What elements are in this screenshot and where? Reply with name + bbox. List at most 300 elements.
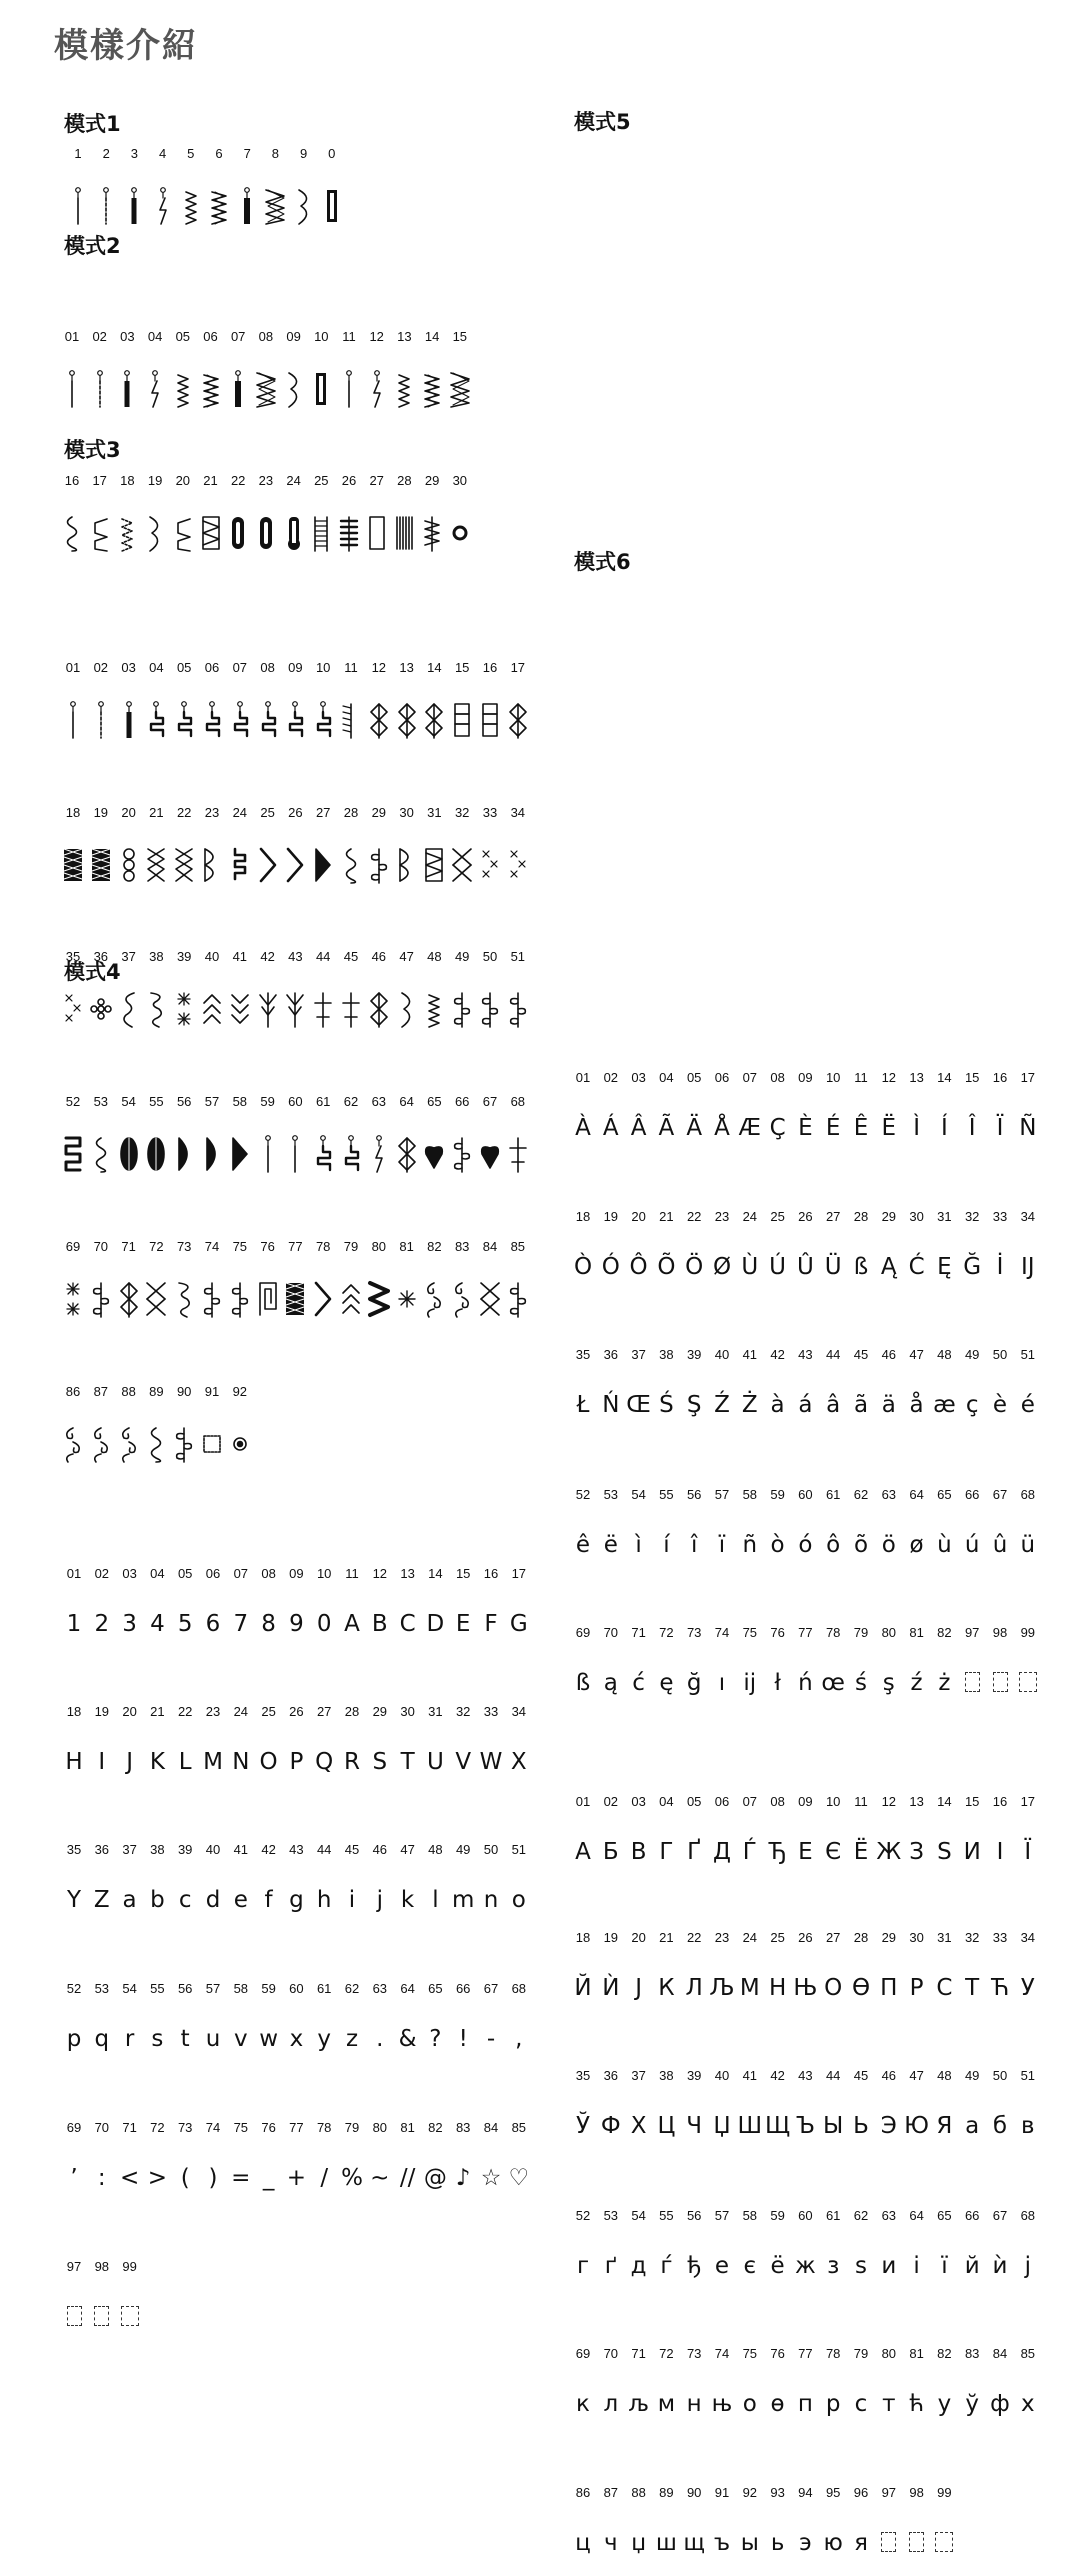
glyph-row (0, 2162, 1086, 2200)
pattern-number: 83 (455, 2120, 471, 2135)
pattern-glyph: ѝ (992, 2253, 1008, 2279)
pattern-glyph: O (259, 1749, 278, 1775)
pattern-number: 51 (1020, 1347, 1036, 1362)
pattern-number-row (0, 660, 1086, 680)
memory-box-icon (929, 2527, 959, 2559)
dense-diamond-stitch-icon (60, 845, 86, 885)
pattern-glyph: Ь (853, 2113, 869, 2139)
pattern-glyph: ć (632, 1670, 645, 1696)
pattern-glyph: å (909, 1392, 924, 1418)
pattern-number: 03 (121, 660, 136, 675)
pattern-glyph: R (344, 1749, 360, 1775)
pattern-number: 04 (659, 1794, 674, 1809)
pattern-number: 48 (427, 949, 442, 964)
pattern-number: 21 (150, 1704, 165, 1719)
pattern-number: 26 (798, 1209, 813, 1224)
pattern-number: 59 (261, 1981, 276, 1996)
pattern-number: 25 (261, 1704, 276, 1719)
pattern-glyph: U (426, 1749, 444, 1775)
pattern-glyph: щ (683, 2530, 706, 2556)
pattern-glyph: ♪ (455, 2165, 471, 2191)
stitch-row (0, 1424, 1086, 1468)
pattern-glyph: 5 (177, 1611, 193, 1637)
pattern-number: 19 (603, 1209, 619, 1224)
pattern-glyph: ю (823, 2530, 843, 2556)
pattern-number: 34 (511, 1704, 527, 1719)
pattern-number: 81 (399, 1239, 414, 1254)
glyph-row (0, 1389, 1086, 1427)
pattern-glyph: K (149, 1749, 165, 1775)
triple-straight-stitch-icon (116, 700, 142, 740)
pattern-glyph: а (965, 2113, 980, 2139)
pattern-glyph: ś (855, 1670, 867, 1696)
pattern-glyph: y (317, 2026, 331, 2052)
pattern-number: 77 (798, 2346, 813, 2361)
pattern-number: 65 (427, 1094, 442, 1109)
pattern-number-row (0, 2068, 1086, 2088)
pattern-number: 53 (93, 1094, 109, 1109)
pattern-number: 78 (825, 2346, 841, 2361)
pattern-number: 63 (881, 2208, 897, 2223)
pattern-number: 52 (66, 1981, 82, 1996)
pattern-number: 31 (937, 1209, 952, 1224)
dense-bar-stitch-icon (391, 513, 417, 553)
straight-dot-stitch-icon (59, 369, 85, 409)
pattern-number: 16 (482, 660, 498, 675)
pattern-glyph: œ (821, 1670, 845, 1696)
pattern-number: 27 (825, 1209, 841, 1224)
pattern-number: 13 (399, 660, 414, 675)
pattern-number: 08 (260, 660, 275, 675)
pattern-number: 33 (483, 1704, 499, 1719)
pattern-glyph: Ł (576, 1392, 590, 1418)
pattern-number: 15 (455, 1566, 471, 1581)
pattern-number: 64 (400, 1981, 415, 1996)
pattern-glyph: + (286, 2165, 307, 2191)
pattern-glyph: E (455, 1611, 471, 1637)
pattern-number: 38 (659, 2068, 674, 2083)
pattern-number: 9 (299, 146, 308, 161)
loop-stitch-icon (143, 989, 169, 1029)
wave-stitch-icon (143, 1424, 169, 1464)
straight-dash-stitch-icon (93, 186, 119, 226)
pattern-number: 47 (399, 949, 414, 964)
pattern-glyph: m (451, 1887, 475, 1913)
stitch-row (0, 513, 1086, 557)
pattern-number: 22 (686, 1930, 702, 1945)
zigzag-dash-stitch-icon (114, 513, 140, 553)
pattern-number: 51 (511, 1842, 527, 1857)
ladder-solid-stitch-icon (336, 513, 362, 553)
pattern-glyph: Д (713, 1839, 731, 1865)
pattern-number: 44 (825, 2068, 841, 2083)
pattern-glyph: й (964, 2253, 980, 2279)
pattern-number: 62 (344, 1981, 360, 1996)
pattern-glyph: r (124, 2026, 135, 2052)
pattern-glyph: џ (631, 2530, 647, 2556)
pattern-number: 15 (454, 660, 470, 675)
pattern-glyph: ф (990, 2391, 1010, 2417)
glyph-row (0, 1112, 1086, 1150)
pattern-number: 39 (686, 2068, 702, 2083)
pattern-number: 41 (742, 1347, 758, 1362)
pattern-number: 79 (853, 1625, 869, 1640)
pattern-number: 52 (575, 1487, 591, 1502)
pattern-number: 63 (372, 1981, 388, 1996)
pattern-glyph: Ĳ (1021, 1254, 1035, 1280)
pattern-number: 62 (853, 2208, 869, 2223)
pattern-number: 67 (482, 1094, 498, 1109)
pattern-glyph: ’ (70, 2165, 78, 2191)
pattern-number-row (0, 1347, 1086, 1367)
pattern-number: 58 (742, 1487, 758, 1502)
pattern-glyph: Ѕ (937, 1839, 952, 1865)
pattern-number: 23 (714, 1930, 730, 1945)
scroll-stitch-icon (116, 1424, 142, 1464)
pattern-glyph: Ô (629, 1254, 648, 1280)
pattern-number: 23 (204, 805, 220, 820)
pattern-glyph: н (686, 2391, 702, 2417)
pattern-number: 31 (427, 805, 442, 820)
ladder-stitch-icon (308, 513, 334, 553)
pattern-number: 32 (455, 1704, 471, 1719)
pattern-number: 12 (881, 1794, 897, 1809)
pattern-number: 13 (909, 1794, 924, 1809)
pattern-glyph: à (770, 1392, 785, 1418)
pattern-number: 07 (232, 660, 248, 675)
pattern-glyph: Р (909, 1975, 924, 2001)
pattern-number: 33 (482, 805, 498, 820)
pattern-number: 34 (510, 805, 526, 820)
pattern-glyph: ћ (909, 2391, 925, 2417)
pattern-number: 08 (770, 1070, 785, 1085)
pattern-glyph: 9 (289, 1611, 304, 1637)
pattern-glyph: õ (853, 1532, 869, 1558)
tbar-stitch-icon (282, 700, 308, 740)
pattern-glyph: 2 (94, 1611, 110, 1637)
pattern-number: 42 (770, 1347, 785, 1362)
pattern-number-row (0, 1070, 1086, 1090)
pattern-number: 81 (909, 1625, 924, 1640)
pattern-glyph: ź (910, 1670, 923, 1696)
pattern-number: 11 (345, 1566, 359, 1581)
pattern-number: 72 (659, 1625, 674, 1640)
pattern-number: 57 (205, 1981, 221, 1996)
box-stack-stitch-icon (477, 700, 503, 740)
stitch-row (0, 186, 1086, 230)
pattern-glyph: - (486, 2026, 496, 2052)
pattern-number: 45 (344, 1842, 360, 1857)
pattern-number: 29 (424, 473, 440, 488)
glyph-row (0, 1251, 1086, 1289)
pattern-number: 77 (288, 1239, 303, 1254)
pattern-number: 43 (289, 1842, 304, 1857)
pattern-glyph: l (432, 1887, 439, 1913)
pattern-glyph: ê (575, 1532, 591, 1558)
crescent-stitch-icon (394, 989, 420, 1029)
pattern-glyph: ż (938, 1670, 951, 1696)
crescent-stitch-icon (281, 369, 307, 409)
lightning-stitch-icon (142, 369, 168, 409)
pattern-number: 82 (937, 1625, 952, 1640)
pattern-number: 24 (742, 1209, 758, 1224)
pattern-number: 70 (93, 1239, 109, 1254)
pattern-number: 50 (992, 2068, 1008, 2083)
pattern-glyph: d (205, 1887, 221, 1913)
pattern-number: 80 (881, 1625, 897, 1640)
pattern-number: 10 (316, 1566, 332, 1581)
pattern-number: 54 (122, 1981, 137, 1996)
pattern-number: 42 (770, 2068, 785, 2083)
pattern-glyph: c (178, 1887, 192, 1913)
pattern-number: 20 (175, 473, 191, 488)
pattern-number: 42 (260, 949, 275, 964)
pattern-number: 68 (1020, 2208, 1036, 2223)
pattern-number: 74 (714, 1625, 730, 1640)
pattern-glyph: Ğ (963, 1254, 982, 1280)
memory-box-icon (902, 2527, 932, 2559)
pattern-glyph: Ü (824, 1254, 842, 1280)
pattern-number: 28 (397, 473, 412, 488)
pattern-number: 10 (314, 329, 329, 344)
pattern-glyph: Ш (737, 2113, 763, 2139)
pattern-glyph: Т (965, 1975, 980, 2001)
pattern-glyph: ñ (742, 1532, 758, 1558)
pattern-glyph: h (316, 1887, 332, 1913)
pattern-glyph: L (178, 1749, 192, 1775)
pattern-glyph: Ż (741, 1392, 758, 1418)
pattern-number: 96 (853, 2485, 869, 2500)
lightning-stitch-icon (150, 186, 176, 226)
pattern-glyph: е (714, 2253, 730, 2279)
pattern-number: 18 (120, 473, 135, 488)
memory-box-icon (957, 1667, 987, 1699)
pattern-number: 17 (1020, 1070, 1036, 1085)
pattern-glyph: i (348, 1887, 356, 1913)
pattern-glyph: û (992, 1532, 1008, 1558)
pattern-number: 64 (909, 2208, 924, 2223)
pattern-number-row (0, 805, 1086, 825)
pattern-number: 27 (825, 1930, 841, 1945)
pattern-number: 14 (424, 329, 440, 344)
pattern-glyph: // (399, 2165, 416, 2191)
pattern-number-row (0, 2485, 1086, 2505)
pattern-glyph: ♡ (508, 2165, 530, 2191)
pattern-number: 15 (452, 329, 468, 344)
pattern-number: 63 (881, 1487, 897, 1502)
pattern-number: 75 (232, 1239, 248, 1254)
pattern-number: 43 (798, 2068, 813, 2083)
pattern-number: 52 (65, 1094, 81, 1109)
pattern-glyph: У (1020, 1975, 1035, 2001)
pattern-number: 76 (261, 2120, 276, 2135)
pattern-number: 49 (964, 2068, 980, 2083)
pattern-glyph: л (603, 2391, 619, 2417)
pattern-number: 06 (205, 1566, 221, 1581)
pattern-number: 67 (483, 1981, 499, 1996)
pattern-number: 24 (232, 805, 248, 820)
pattern-glyph: ù (937, 1532, 952, 1558)
tbar-stitch-icon (171, 700, 197, 740)
pattern-number: 57 (714, 1487, 730, 1502)
pattern-number: 35 (65, 949, 81, 964)
pattern-glyph: г (576, 2253, 590, 2279)
buttonhole-key-stitch-icon (281, 513, 307, 553)
pattern-number: 21 (659, 1209, 674, 1224)
glyph-row (0, 2527, 1086, 2565)
pattern-glyph: Ж (876, 1839, 902, 1865)
pattern-glyph: Е (798, 1839, 813, 1865)
pattern-number: 36 (603, 2068, 619, 2083)
pattern-number: 54 (631, 1487, 646, 1502)
pattern-number: 04 (149, 660, 164, 675)
memory-box-icon (59, 2301, 89, 2333)
pattern-glyph: С (936, 1975, 953, 2001)
pattern-glyph: ъ (713, 2530, 731, 2556)
cross-stitch-icon (143, 845, 169, 885)
pattern-glyph: À (575, 1115, 591, 1141)
pattern-number: 01 (64, 329, 80, 344)
pattern-glyph: Ã (658, 1115, 675, 1141)
pattern-glyph: Ó (601, 1254, 620, 1280)
pattern-number: 25 (770, 1209, 785, 1224)
pattern-number: 43 (798, 1347, 813, 1362)
pattern-number: 56 (176, 1094, 192, 1109)
pattern-number: 02 (603, 1070, 619, 1085)
pattern-number: 03 (122, 1566, 137, 1581)
dashed-box (67, 2306, 82, 2326)
pattern-number: 47 (400, 1842, 415, 1857)
glyph-row (0, 2388, 1086, 2426)
pattern-number: 19 (94, 1704, 110, 1719)
pattern-glyph: â (826, 1392, 841, 1418)
pattern-number: 10 (315, 660, 331, 675)
pattern-number: 73 (686, 1625, 702, 1640)
cross-bar-stitch-icon (419, 513, 445, 553)
pattern-number: 06 (714, 1070, 730, 1085)
pattern-number: 34 (1020, 1930, 1036, 1945)
chevron-stitch-icon (255, 845, 281, 885)
pattern-glyph: ø (909, 1532, 924, 1558)
leaf-stitch-icon (171, 1424, 197, 1464)
pattern-number: 05 (177, 1566, 193, 1581)
pattern-glyph: Ј (635, 1975, 642, 2001)
pattern-number: 8 (271, 146, 279, 161)
stitch-row (0, 700, 1086, 744)
pattern-number: 30 (399, 805, 414, 820)
pattern-number: 37 (121, 949, 136, 964)
pattern-glyph: P (289, 1749, 304, 1775)
pattern-glyph: Ћ (990, 1975, 1010, 2001)
buttonhole-bar-stitch-icon (319, 186, 345, 226)
pattern-glyph: Æ (738, 1115, 761, 1141)
pattern-number: 98 (909, 2485, 924, 2500)
pattern-glyph: k (400, 1887, 415, 1913)
pattern-number: 4 (158, 146, 167, 161)
eyelet-stitch-icon (447, 513, 473, 553)
pattern-number: 12 (881, 1070, 897, 1085)
pattern-number: 80 (881, 2346, 897, 2361)
pattern-number: 67 (992, 1487, 1008, 1502)
zigzag-stitch-icon (421, 989, 447, 1029)
pattern-number: 28 (853, 1930, 869, 1945)
pattern-number: 63 (371, 1094, 387, 1109)
pattern-number: 11 (342, 329, 356, 344)
pattern-glyph: É (825, 1115, 841, 1141)
pattern-number: 73 (686, 2346, 702, 2361)
pattern-glyph: Ъ (795, 2113, 815, 2139)
leaf-stitch-icon (366, 845, 392, 885)
pattern-glyph: î (690, 1532, 698, 1558)
pattern-number: 22 (176, 805, 192, 820)
pattern-number: 6 (215, 146, 223, 161)
pattern-glyph: Ю (904, 2113, 930, 2139)
pattern-number: 58 (232, 1094, 248, 1109)
pattern-glyph: F (484, 1611, 498, 1637)
pattern-number: 54 (631, 2208, 646, 2223)
cross-small-stitch-icon (60, 989, 86, 1029)
pattern-number: 72 (149, 1239, 164, 1254)
pattern-glyph: H (65, 1749, 83, 1775)
pattern-number: 76 (770, 2346, 785, 2361)
pattern-glyph: ĳ (743, 1670, 757, 1696)
pattern-number: 85 (1020, 2346, 1036, 2361)
pattern-number: 24 (742, 1930, 758, 1945)
pattern-glyph: з (827, 2253, 840, 2279)
flower-dot-stitch-icon (88, 989, 114, 1029)
pattern-number: 32 (964, 1209, 980, 1224)
pattern-glyph: ß (575, 1670, 591, 1696)
pattern-number: 68 (1020, 1487, 1036, 1502)
memory-box-icon (87, 2301, 117, 2333)
pattern-number-row (0, 473, 1086, 493)
pattern-glyph: & (398, 2026, 417, 2052)
pattern-glyph: ß (853, 1254, 869, 1280)
pattern-number: 55 (149, 1094, 164, 1109)
pattern-number: 13 (909, 1070, 924, 1085)
glyph-row (0, 1667, 1086, 1705)
pattern-number: 23 (714, 1209, 730, 1224)
pattern-number: 60 (798, 2208, 813, 2223)
pattern-number: 48 (937, 1347, 952, 1362)
memory-box-icon (874, 2527, 904, 2559)
pattern-number: 53 (603, 1487, 619, 1502)
pattern-number: 30 (909, 1209, 924, 1224)
pattern-number: 85 (511, 2120, 527, 2135)
pattern-number: 27 (369, 473, 384, 488)
pattern-glyph: њ (711, 2391, 733, 2417)
pattern-number: 35 (66, 1842, 82, 1857)
pattern-number: 39 (686, 1347, 702, 1362)
zigzag-double-stitch-icon (206, 186, 232, 226)
pattern-glyph: Ś (659, 1392, 674, 1418)
pattern-glyph: ł (774, 1670, 781, 1696)
pattern-glyph: ц (575, 2530, 591, 2556)
pattern-number: 70 (603, 1625, 619, 1640)
zigzag-double-stitch-icon (419, 369, 445, 409)
mode4-title: 模式4 (64, 960, 121, 984)
pattern-glyph: М (739, 1975, 760, 2001)
pattern-glyph: д (630, 2253, 647, 2279)
straight-dot-stitch-icon (65, 186, 91, 226)
pattern-number: 21 (659, 1930, 674, 1945)
pattern-number: 97 (881, 2485, 897, 2500)
stitch-row (0, 845, 1086, 889)
pattern-number: 08 (261, 1566, 276, 1581)
pattern-glyph: ? (429, 2026, 442, 2052)
pattern-number: 43 (288, 949, 303, 964)
pattern-number: 65 (428, 1981, 443, 1996)
